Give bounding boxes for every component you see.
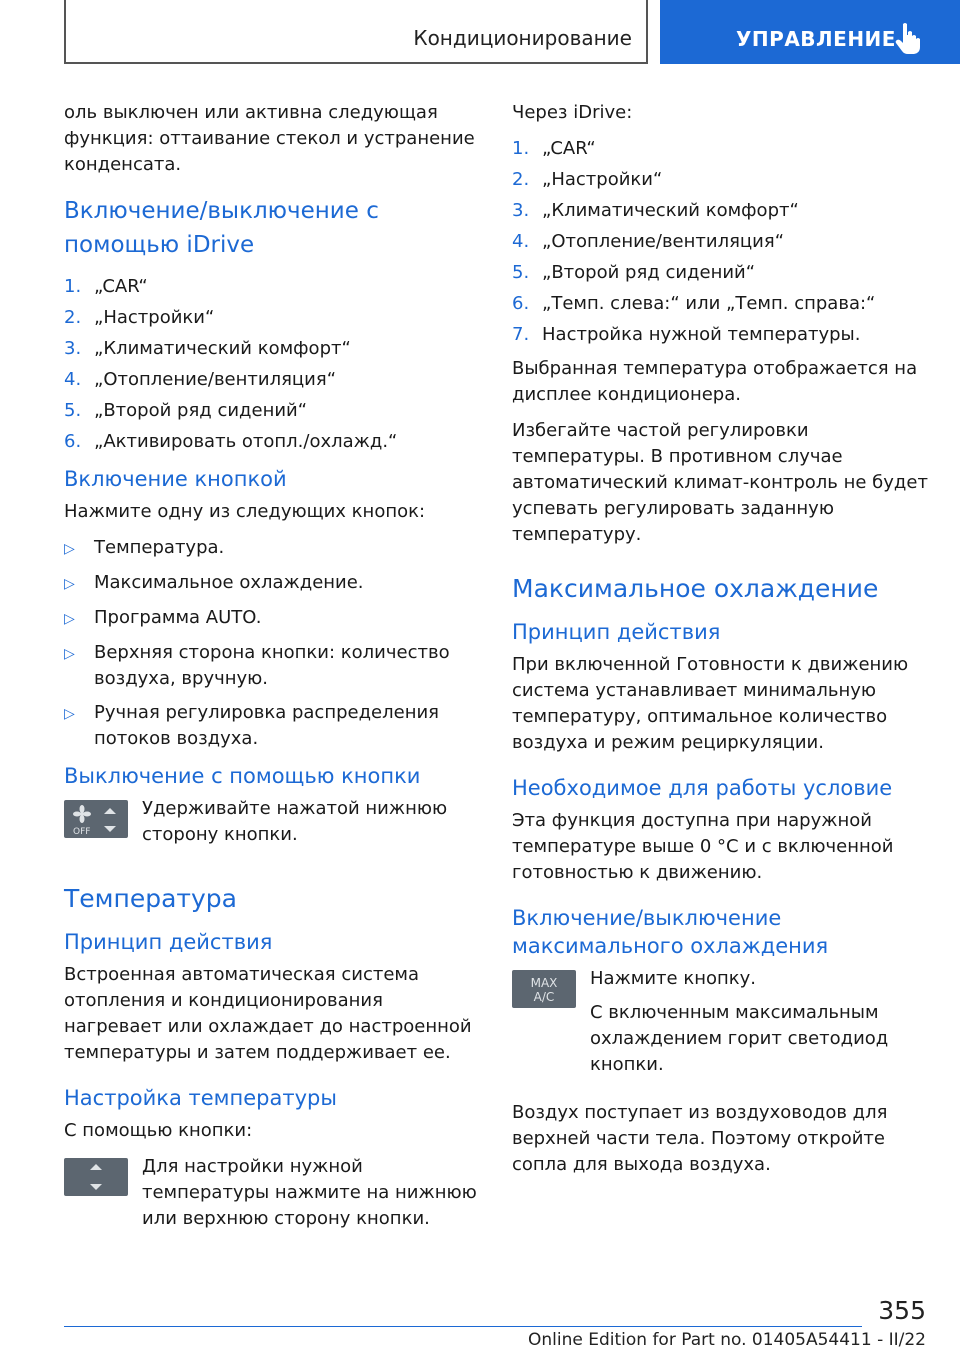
svg-text:OFF: OFF xyxy=(73,827,91,837)
press-button-text: Нажмите кнопку. xyxy=(590,968,757,989)
temp-button-image xyxy=(64,1158,128,1196)
triangle-bullet-icon: ▷ xyxy=(64,541,75,557)
list-item: ▷ Температура. xyxy=(64,535,484,562)
list-item: 1. „CAR“ xyxy=(512,138,596,159)
button-on-heading: Включение кнопкой xyxy=(64,467,287,491)
chapter-tab xyxy=(64,0,648,64)
max-cooling-heading: Максимальное охлаждение xyxy=(512,574,879,603)
page-number: 355 xyxy=(878,1296,926,1325)
list-item: 3. „Климатический комфорт“ xyxy=(512,200,799,221)
display-text: Выбранная температура отображается на дисплее кондиционера. xyxy=(512,358,918,405)
list-item: ▷ Программа AUTO. xyxy=(64,605,484,632)
temp-principle-heading: Принцип действия xyxy=(64,930,273,954)
svg-text:A/C: A/C xyxy=(533,990,555,1004)
list-item: ▷ Верхняя сторона кнопки: количество воздуха, вручную. xyxy=(64,640,484,692)
principle-heading: Принцип действия xyxy=(512,620,721,644)
temp-setting-text: Для настройки нужной температуры нажмите на нижнюю или верхнюю сторону кнопки. xyxy=(142,1156,477,1229)
temp-setting-intro: С помощью кнопки: xyxy=(64,1120,253,1141)
triangle-bullet-icon: ▷ xyxy=(64,646,75,662)
button-off-text: Удерживайте нажатой нижнюю сторону кнопки. xyxy=(142,798,448,845)
section-title: УПРАВЛЕНИЕ xyxy=(736,27,896,51)
edition-text: Online Edition for Part no. 01405A54411 - II/22 xyxy=(527,1330,926,1350)
led-text: С включенным максимальным охлаждением горит светодиод кнопки. xyxy=(590,1002,889,1075)
chapter-title: Кондиционирование xyxy=(413,26,632,50)
left-column xyxy=(64,100,484,1254)
list-item: 6. „Активировать отопл./охлажд.“ xyxy=(64,431,398,452)
list-item: 7. Настройка нужной температуры. xyxy=(512,324,861,345)
list-item: 4. „Отопление/вентиляция“ xyxy=(64,369,337,390)
condition-heading: Необходимое для работы условие xyxy=(512,776,893,800)
triangle-bullet-icon: ▷ xyxy=(64,611,75,627)
triangle-bullet-icon: ▷ xyxy=(64,576,75,592)
max-cooling-onoff-heading: Включение/выключение максимального охлаждения xyxy=(512,906,829,958)
list-item: 3. „Климатический комфорт“ xyxy=(64,338,351,359)
list-item: 2. „Настройки“ xyxy=(512,169,663,190)
right-column xyxy=(512,100,932,1188)
idrive-steps xyxy=(64,274,484,455)
temp-idrive-steps xyxy=(512,136,932,348)
button-on-list xyxy=(64,535,484,752)
fan-off-button-image xyxy=(64,800,128,838)
fan-off-button-row xyxy=(64,796,484,856)
max-ac-button-row xyxy=(512,966,932,1086)
button-off-heading: Выключение с помощью кнопки xyxy=(64,764,421,788)
temp-principle-text: Встроенная автоматическая система отопления и кондиционирования нагревает или охлаждает до настроенной температуры и затем поддерживает ее. xyxy=(64,964,472,1063)
temp-button-row xyxy=(64,1154,484,1240)
condition-text: Эта функция доступна при наружной температуре выше 0 °C и с включенной готовностью к движению. xyxy=(512,810,894,883)
air-text: Воздух поступает из воздуховодов для верхней части тела. Поэтому откройте сопла для выхода воздуха. xyxy=(512,1102,888,1175)
svg-text:MAX: MAX xyxy=(530,976,558,990)
list-item: 6. „Темп. слева:“ или „Темп. справа:“ xyxy=(512,293,876,314)
idrive-heading: Включение/выключение с помощью iDrive xyxy=(64,198,379,258)
triangle-bullet-icon: ▷ xyxy=(64,706,75,722)
up-down-arrows-icon xyxy=(64,1158,128,1196)
fan-icon xyxy=(64,800,128,838)
avoid-text: Избегайте частой регулировки температуры. В противном случае автоматический климат-контроль не будет успевать регулировать заданную температуру. xyxy=(512,420,928,545)
list-item: 1. „CAR“ xyxy=(64,276,148,297)
footer-divider xyxy=(64,1326,862,1327)
pointing-hand-icon xyxy=(894,22,924,54)
list-item: 5. „Второй ряд сидений“ xyxy=(64,400,308,421)
principle-text: При включенной Готовности к движению система устанавливает минимальную температуру, оптимальное количество воздуха и режим рециркуляции. xyxy=(512,654,909,753)
button-on-intro: Нажмите одну из следующих кнопок: xyxy=(64,501,426,522)
list-item: 4. „Отопление/вентиляция“ xyxy=(512,231,785,252)
temperature-heading: Температура xyxy=(64,884,237,913)
list-item: ▷ Максимальное охлаждение. xyxy=(64,570,484,597)
temp-setting-heading: Настройка температуры xyxy=(64,1086,337,1110)
list-item: 5. „Второй ряд сидений“ xyxy=(512,262,756,283)
via-idrive: Через iDrive: xyxy=(512,102,633,123)
max-ac-icon xyxy=(512,970,576,1008)
list-item: 2. „Настройки“ xyxy=(64,307,215,328)
max-ac-button-image xyxy=(512,970,576,1008)
intro-text: оль выключен или активна следующая функция: оттаивание стекол и устранение конденсата. xyxy=(64,102,475,175)
list-item: ▷ Ручная регулировка распределения потоков воздуха. xyxy=(64,700,484,752)
